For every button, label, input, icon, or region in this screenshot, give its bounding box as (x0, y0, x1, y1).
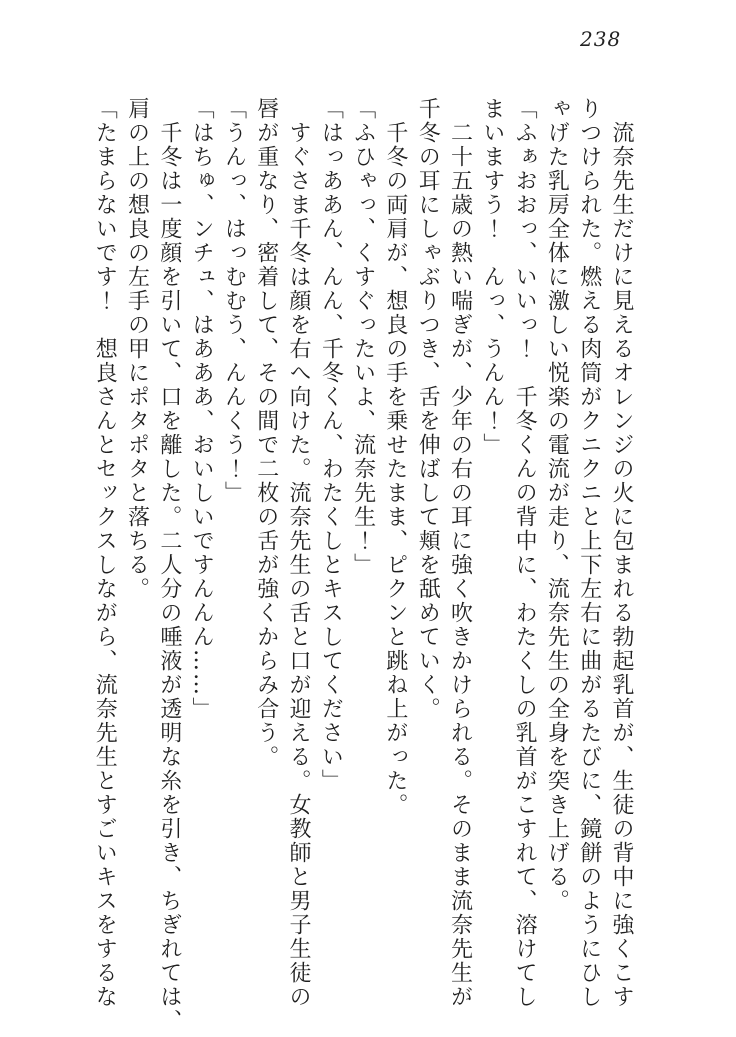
text-column: りつけられた。燃える肉筒がクニクニと上下左右に曲がるたびに、鏡餅のようにひし (576, 97, 602, 1009)
text-column: 「うんっ、はっむむう、んんくう！」 (221, 97, 247, 505)
page-number: 238 (580, 27, 622, 51)
text-column: 「たまらないです！ 想良さんとセックスしながら、流奈先生とすごいキスをするな (92, 97, 118, 1009)
text-column: 「はちゅ、ンチュ、はあああ、おいしいですんんん……」 (189, 97, 215, 721)
text-column: まいますう！ んっ、うんん！」 (479, 97, 505, 457)
text-column: 流奈先生だけに見えるオレンジの火に包まれる勃起乳首が、生徒の背中に強くこす (609, 121, 634, 1009)
text-column: 千冬は一度顔を引いて、口を離した。二人分の唾液が透明な糸を引き、ちぎれては、 (156, 121, 182, 1033)
text-column: 「ふぁおおっ、いいっ！ 千冬くんの背中に、わたくしの乳首がこすれて、溶けてし (512, 97, 538, 1009)
vertical-text-block (88, 97, 637, 1033)
text-column: 唇が重なり、密着して、その間で二枚の舌が強くからみ合う。 (253, 97, 279, 769)
text-column: 肩の上の想良の左手の甲にポタポタと落ちる。 (124, 97, 150, 601)
text-column: 千冬の耳にしゃぶりつき、舌を伸ばして頬を舐めていく。 (415, 97, 441, 721)
text-column: すぐさま千冬は顔を右へ向けた。流奈先生の舌と口が迎える。女教師と男子生徒の (286, 121, 312, 1009)
text-column: 二十五歳の熱い喘ぎが、少年の右の耳に強く吹きかけられる。そのまま流奈先生が (447, 121, 473, 1009)
text-column: ゃげた乳房全体に激しい悦楽の電流が走り、流奈先生の全身を突き上げる。 (544, 97, 570, 913)
text-column: 千冬の両肩が、想良の手を乗せたまま、ピクンと跳ね上がった。 (382, 121, 408, 817)
text-column: 「ふひゃっ、くすぐったいよ、流奈先生！」 (350, 97, 376, 577)
text-column: 「はっああん、んん、千冬くん、わたくしとキスしてください」 (318, 97, 344, 793)
